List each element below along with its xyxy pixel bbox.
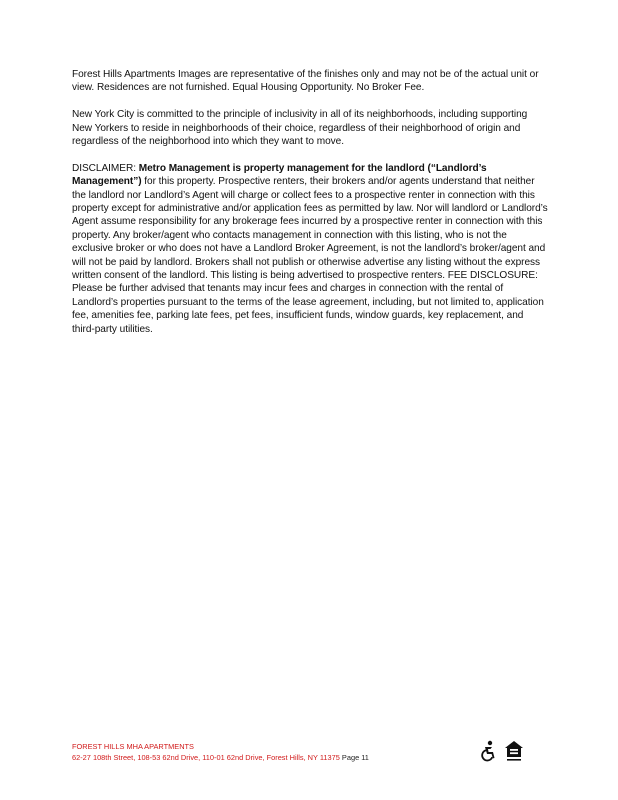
footer-title: FOREST HILLS MHA APARTMENTS xyxy=(72,742,194,751)
disclaimer-body: for this property. Prospective renters, their brokers and/or agents understand that neither the landlord nor Landlord’s Agent will charge or collect fees to a prospective renter in connection with this property except for administrative and/or application fees as permitted by law. Nor will landlord or Landlord’s Agent assume responsibility for any brokerage fees incurred by a prospective renter in connection with this property. Any broker/agent who contacts management in connection with this listing, who is not the exclusive broker or who does not have a Landlord Broker Agreement, is not the landlord’s broker/agent and will not be paid by landlord. Brokers shall not publish or otherwise advertise any listing without the express written consent of the landlord. This listing is being advertised to prospective renters. FEE DISCLOSURE: Please be further advised that tenants may incur fees and charges in connection with the rental of Landlord’s properties pursuant to the terms of the lease agreement, including, but not limited to, application fee, amenities fee, parking late fees, pet fees, insufficient funds, window guards, key replacement, and third-party utilities. xyxy=(72,176,548,335)
equal-housing-icon xyxy=(504,740,524,762)
accessibility-icon xyxy=(478,740,498,762)
footer-address-line xyxy=(72,753,369,763)
paragraph-disclaimer xyxy=(72,162,548,336)
disclaimer-label: DISCLAIMER: xyxy=(72,162,139,174)
page-footer xyxy=(72,742,548,768)
footer-icons xyxy=(476,740,526,762)
document-body xyxy=(72,68,548,349)
paragraph-inclusivity: New York City is committed to the principle of inclusivity in all of its neighborhoods, including supporting New Yorkers to reside in neighborhoods of their choice, regardless of their neighborhood of origin and regardless of the neighborhood into which they want to move. xyxy=(72,109,528,148)
page-number: Page 11 xyxy=(339,753,369,762)
disclaimer-management-bold: Metro Management is property management for the landlord (“Landlord’s Management”) xyxy=(72,162,487,188)
paragraph-images-notice: Forest Hills Apartments Images are representative of the finishes only and may not be of the actual unit or view. Residences are not furnished. Equal Housing Opportunity. No Broker Fee. xyxy=(72,69,539,94)
footer-address: 62-27 108th Street, 108-53 62nd Drive, 110-01 62nd Drive, Forest Hills, NY 11375 xyxy=(72,753,340,762)
